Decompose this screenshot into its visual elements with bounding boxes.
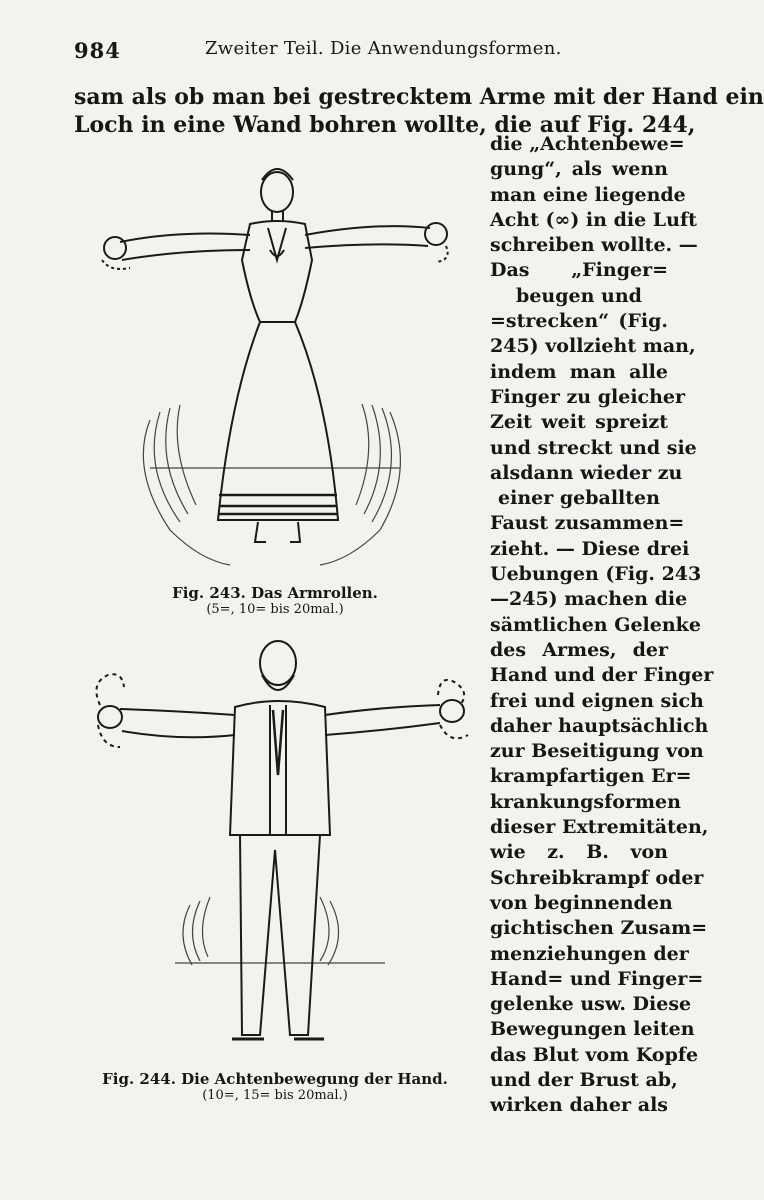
column-line: krankungsformen	[490, 790, 681, 813]
column-line: des Armes, der	[490, 638, 668, 661]
column-line: zieht. — Diese drei	[490, 537, 690, 560]
figure-244-caption: Fig. 244. Die Achtenbewegung der Hand.	[102, 1070, 448, 1088]
running-head: Zweiter Teil. Die Anwendungsformen.	[205, 38, 562, 59]
column-line: —245) machen die	[490, 588, 688, 611]
body-line-1: sam als ob man bei gestrecktem Arme mit der Hand ein	[74, 84, 764, 110]
column-line: das Blut vom Kopfe	[490, 1043, 699, 1066]
column-line: und der Brust ab,	[490, 1068, 678, 1091]
column-line: Bewegungen leiten	[490, 1018, 695, 1041]
column-line: krampfartigen Er=	[490, 765, 692, 788]
column-line: Schreibkrampf oder	[490, 866, 704, 889]
column-line: Acht (∞) in die Luft	[490, 208, 697, 231]
column-line: sämtlichen Gelenke	[490, 613, 701, 636]
column-line: zur Beseitigung von	[490, 740, 704, 763]
figure-243-illustration	[90, 150, 460, 580]
column-line: einer geballten	[498, 487, 660, 510]
column-line: Faust zusammen=	[490, 512, 685, 535]
column-line: menziehungen der	[490, 942, 689, 965]
column-line: Finger zu gleicher	[490, 385, 686, 408]
column-line: indem man alle	[490, 360, 668, 383]
column-line: die „Achtenbewe=	[490, 133, 685, 155]
body-line-2: Loch in eine Wand bohren wollte, die auf Fig. 244,	[74, 112, 696, 138]
column-line: beugen und	[516, 284, 642, 307]
column-line: gelenke usw. Diese	[490, 993, 692, 1016]
column-line: =strecken“ (Fig.	[490, 310, 668, 333]
column-line: 245) vollzieht man,	[490, 335, 696, 358]
column-line: Hand und der Finger	[490, 664, 714, 687]
column-line: daher hauptsächlich	[490, 714, 709, 737]
column-line: dieser Extremitäten,	[490, 816, 709, 839]
column-line: gichtischen Zusam=	[490, 917, 708, 940]
column-line: schreiben wollte. —	[490, 234, 698, 257]
figure-244-illustration	[80, 635, 480, 1065]
column-line: frei und eignen sich	[490, 689, 704, 712]
column-line: Das „Finger=	[490, 259, 668, 282]
text-column	[490, 132, 714, 1119]
column-line: Hand= und Finger=	[490, 967, 704, 990]
figure-243-caption-block	[90, 584, 460, 617]
column-line: alsdann wieder zu	[490, 461, 683, 484]
column-line: wirken daher als	[490, 1094, 668, 1117]
column-line: Zeit weit spreizt	[490, 411, 668, 434]
column-line: Uebungen (Fig. 243	[490, 563, 702, 586]
column-line: von beginnenden	[490, 891, 673, 914]
page-number: 984	[74, 38, 121, 63]
figure-243-caption: Fig. 243. Das Armrollen.	[172, 584, 378, 602]
figure-243-subcaption: (5=, 10= bis 20mal.)	[206, 602, 344, 617]
column-line: gung“, als wenn	[490, 158, 668, 181]
column-line: und streckt und sie	[490, 436, 697, 459]
figure-244-subcaption: (10=, 15= bis 20mal.)	[202, 1088, 348, 1103]
column-line: man eine liegende	[490, 183, 686, 206]
figure-244-caption-block	[90, 1070, 460, 1103]
column-line: wie z. B. von	[490, 841, 668, 864]
